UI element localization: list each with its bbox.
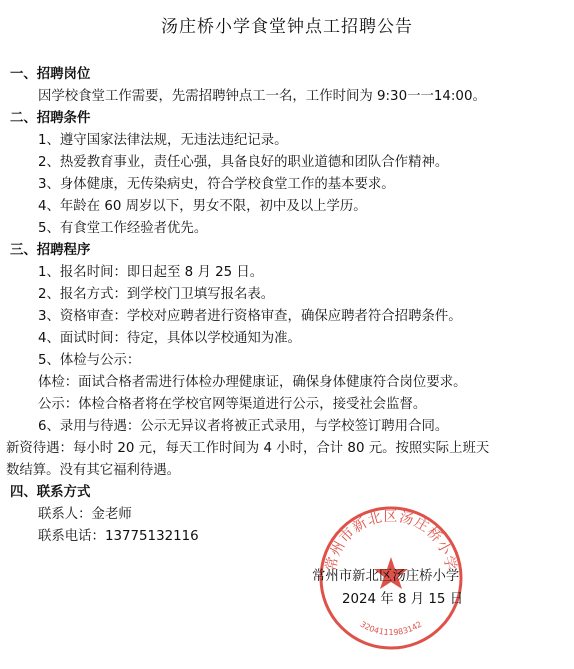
procedure-item: 5、体检与公示： bbox=[38, 353, 141, 368]
procedure-item: 1、报名时间：即日起至 8 月 25 日。 bbox=[38, 265, 264, 280]
salary-text: 新资待遇：每小时 20 元，每天工作时间为 4 小时，合计 80 元。按照实际上班天 bbox=[6, 441, 490, 456]
procedure-item: 3、资格审查：学校对应聘者进行资格审查，确保应聘者符合招聘条件。 bbox=[38, 309, 462, 324]
svg-text:常州市新北区汤庄桥小学: 常州市新北区汤庄桥小学 bbox=[323, 508, 459, 573]
section-heading-procedure: 三、招聘程序 bbox=[10, 243, 91, 258]
procedure-item: 6、录用与待遇：公示无异议者将被正式录用，与学校签订聘用合同。 bbox=[38, 419, 449, 434]
section-heading-contact: 四、联系方式 bbox=[10, 485, 91, 500]
contact-phone: 联系电话：13775132116 bbox=[38, 529, 199, 544]
page-title: 汤庄桥小学食堂钟点工招聘公告 bbox=[161, 17, 413, 37]
signature-date: 2024 年 8 月 15 日 bbox=[342, 592, 464, 607]
procedure-item: 2、报名方式：到学校门卫填写报名表。 bbox=[38, 287, 275, 302]
requirement-item: 5、有食堂工作经验者优先。 bbox=[38, 221, 208, 236]
requirement-item: 3、身体健康，无传染病史，符合学校食堂工作的基本要求。 bbox=[38, 177, 395, 192]
salary-text-cont: 数结算。没有其它福利待遇。 bbox=[6, 463, 181, 478]
contact-person: 联系人：金老师 bbox=[38, 507, 132, 522]
section-heading-requirements: 二、招聘条件 bbox=[10, 111, 91, 126]
positions-text: 因学校食堂工作需要，先需招聘钟点工一名，工作时间为 9:30一一14:00。 bbox=[38, 89, 486, 104]
procedure-item: 公示：体检合格者将在学校官网等渠道进行公示，接受社会监督。 bbox=[38, 397, 427, 412]
section-heading-positions: 一、招聘岗位 bbox=[10, 67, 91, 82]
requirement-item: 4、年龄在 60 周岁以下，男女不限，初中及以上学历。 bbox=[38, 199, 367, 214]
procedure-item: 4、面试时间：待定，具体以学校通知为准。 bbox=[38, 331, 301, 346]
signature-org: 常州市新北区汤庄桥小学 bbox=[312, 569, 460, 584]
requirement-item: 2、热爱教育事业，责任心强，具备良好的职业道德和团队合作精神。 bbox=[38, 155, 449, 170]
procedure-item: 体检：面试合格者需进行体检办理健康证，确保身体健康符合岗位要求。 bbox=[38, 375, 467, 390]
svg-text:3204111983142: 3204111983142 bbox=[358, 619, 424, 638]
requirement-item: 1、遵守国家法律法规，无违法违纪记录。 bbox=[38, 133, 288, 148]
